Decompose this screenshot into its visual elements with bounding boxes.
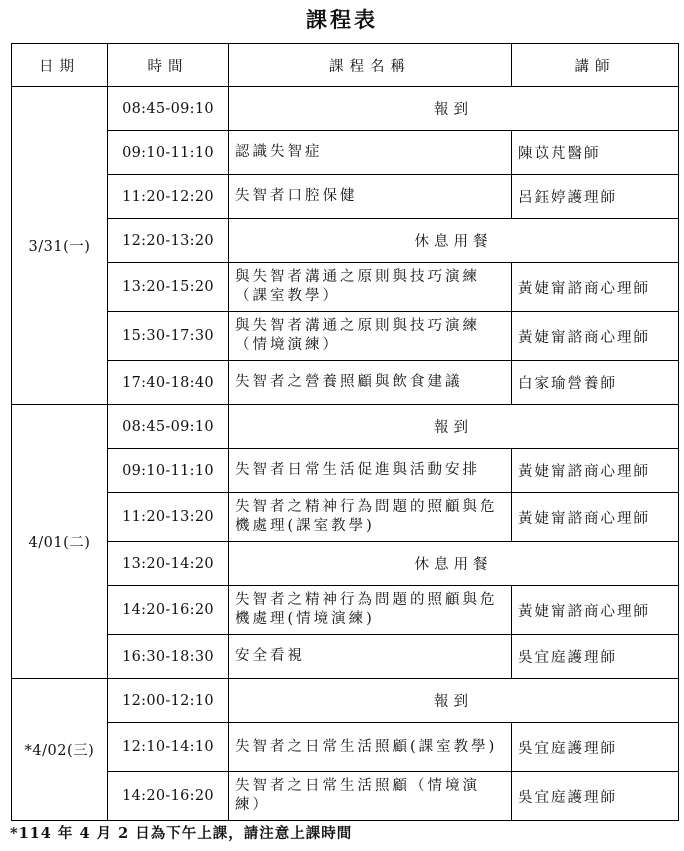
time-cell: 12:00-12:10	[108, 679, 229, 723]
time-cell: 12:10-14:10	[108, 723, 229, 772]
time-cell: 13:20-14:20	[108, 542, 229, 586]
schedule-table	[11, 43, 679, 821]
schedule-row	[12, 772, 679, 821]
time-cell: 13:20-15:20	[108, 263, 229, 312]
schedule-row	[12, 405, 679, 449]
schedule-body	[12, 87, 679, 821]
time-cell: 09:10-11:10	[108, 131, 229, 175]
course-cell: 與失智者溝通之原則與技巧演練（課室教學）	[229, 263, 512, 312]
teacher-cell: 吳宜庭護理師	[512, 635, 679, 679]
schedule-row	[12, 312, 679, 361]
course-cell: 與失智者溝通之原則與技巧演練（情境演練）	[229, 312, 512, 361]
time-cell: 08:45-09:10	[108, 405, 229, 449]
header-row	[12, 44, 679, 87]
header-date: 日期	[12, 44, 108, 87]
course-cell: 認識失智症	[229, 131, 512, 175]
schedule-row	[12, 219, 679, 263]
course-cell: 失智者之日常生活照顧（情境演練）	[229, 772, 512, 821]
teacher-cell: 吳宜庭護理師	[512, 723, 679, 772]
merged-course-cell: 報到	[229, 87, 679, 131]
schedule-row	[12, 493, 679, 542]
header-course: 課程名稱	[229, 44, 512, 87]
teacher-cell: 黃婕甯諮商心理師	[512, 449, 679, 493]
course-cell: 失智者日常生活促進與活動安排	[229, 449, 512, 493]
date-cell: 4/01(二)	[12, 405, 108, 679]
time-cell: 12:20-13:20	[108, 219, 229, 263]
course-cell: 失智者之日常生活照顧(課室教學)	[229, 723, 512, 772]
schedule-row	[12, 131, 679, 175]
course-cell: 安全看視	[229, 635, 512, 679]
time-cell: 15:30-17:30	[108, 312, 229, 361]
teacher-cell: 黃婕甯諮商心理師	[512, 586, 679, 635]
header-teacher: 講師	[512, 44, 679, 87]
date-cell: *4/02(三)	[12, 679, 108, 821]
time-cell: 14:20-16:20	[108, 586, 229, 635]
page-title: 課程表	[306, 7, 378, 32]
time-cell: 11:20-12:20	[108, 175, 229, 219]
footnote: *114 年 4 月 2 日為下午上課，請注意上課時間	[10, 825, 353, 842]
time-cell: 17:40-18:40	[108, 361, 229, 405]
teacher-cell: 黃婕甯諮商心理師	[512, 312, 679, 361]
course-cell: 失智者口腔保健	[229, 175, 512, 219]
schedule-row	[12, 679, 679, 723]
course-cell: 失智者之精神行為問題的照顧與危機處理(情境演練)	[229, 586, 512, 635]
time-cell: 14:20-16:20	[108, 772, 229, 821]
date-cell: 3/31(一)	[12, 87, 108, 405]
merged-course-cell: 報到	[229, 679, 679, 723]
schedule-row	[12, 449, 679, 493]
course-cell: 失智者之營養照顧與飲食建議	[229, 361, 512, 405]
teacher-cell: 呂鈺婷護理師	[512, 175, 679, 219]
time-cell: 08:45-09:10	[108, 87, 229, 131]
schedule-row	[12, 542, 679, 586]
header-time: 時間	[108, 44, 229, 87]
teacher-cell: 黃婕甯諮商心理師	[512, 263, 679, 312]
schedule-row	[12, 586, 679, 635]
schedule-row	[12, 635, 679, 679]
schedule-row	[12, 263, 679, 312]
time-cell: 16:30-18:30	[108, 635, 229, 679]
merged-course-cell: 休息用餐	[229, 542, 679, 586]
schedule-row	[12, 175, 679, 219]
teacher-cell: 陳苡芃醫師	[512, 131, 679, 175]
time-cell: 09:10-11:10	[108, 449, 229, 493]
time-cell: 11:20-13:20	[108, 493, 229, 542]
teacher-cell: 白家瑜營養師	[512, 361, 679, 405]
teacher-cell: 吳宜庭護理師	[512, 772, 679, 821]
merged-course-cell: 休息用餐	[229, 219, 679, 263]
course-cell: 失智者之精神行為問題的照顧與危機處理(課室教學)	[229, 493, 512, 542]
schedule-row	[12, 723, 679, 772]
teacher-cell: 黃婕甯諮商心理師	[512, 493, 679, 542]
schedule-row	[12, 87, 679, 131]
schedule-row	[12, 361, 679, 405]
merged-course-cell: 報到	[229, 405, 679, 449]
